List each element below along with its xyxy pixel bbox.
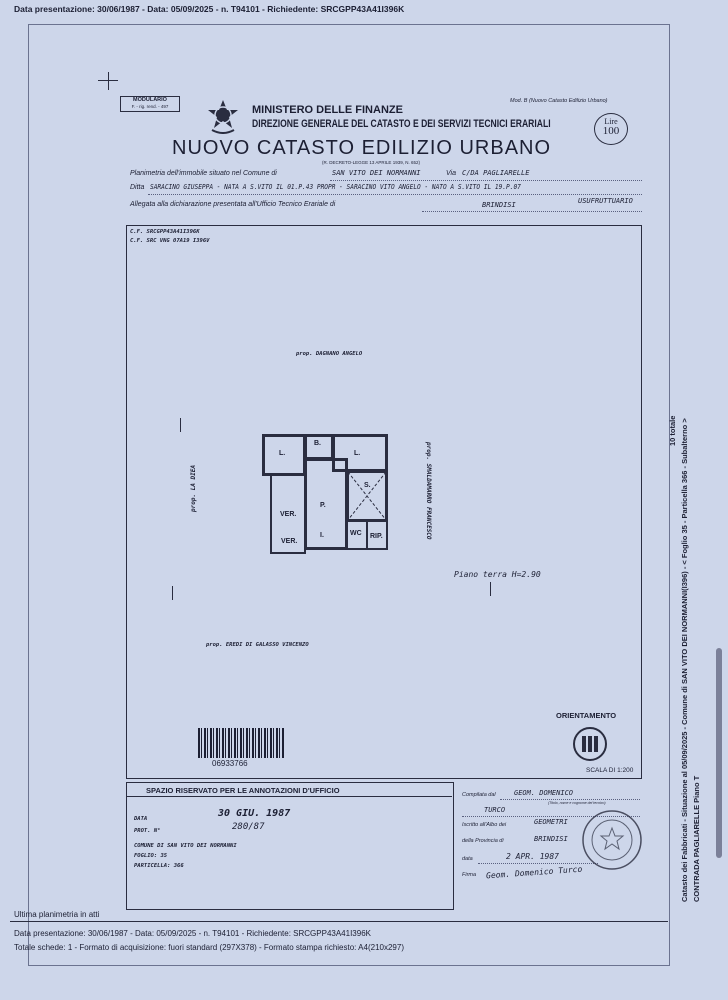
owner-north: prop. DAGNANO ANGELO — [296, 351, 363, 357]
compilata-line — [500, 799, 640, 800]
compilata-value: GEOM. DOMENICO — [514, 789, 574, 797]
office-title: SPAZIO RISERVATO PER LE ANNOTAZIONI D'UFFICIO — [146, 786, 340, 795]
side-subtotal: 10 totale — [668, 415, 677, 446]
cf-1: C.F. SRCGPP43A41I396K — [130, 229, 200, 235]
compilata-label: Compilata dal — [462, 792, 496, 798]
comune-line — [330, 180, 642, 181]
barcode-number: 06933766 — [212, 759, 248, 768]
compiler-data-label: data — [462, 856, 473, 862]
label-l2: L. — [354, 450, 361, 457]
office-divider — [126, 796, 452, 797]
direction-label: DIREZIONE GENERALE DEL CATASTO E DEI SERVIZI TECNICI ERARIALI — [252, 118, 551, 130]
label-b: B. — [314, 440, 321, 447]
office-data-value: 30 GIU. 1987 — [218, 808, 291, 819]
ufficio-value: BRINDISI — [482, 201, 516, 209]
scale-label: SCALA DI 1:200 — [586, 767, 634, 774]
ditta-line — [148, 194, 642, 195]
boundary-mark — [172, 586, 173, 600]
ufficio-line — [422, 211, 642, 212]
top-header: Data presentazione: 30/06/1987 - Data: 05/09/2025 - n. T94101 - Richiedente: SRCGPP43A41I396K — [14, 4, 405, 14]
floor-label: Piano terra H=2.90 — [454, 570, 541, 579]
owner-west: prop. LA DIEA — [190, 465, 197, 512]
label-ver2: VER. — [281, 538, 298, 545]
mod-ref: Mod. B (Nuovo Catasto Edilizio Urbano) — [510, 98, 608, 104]
ministry-label: MINISTERO DELLE FINANZE — [252, 104, 403, 116]
iscritto-label: Iscritto all'Albo dei — [462, 822, 507, 828]
ultima-label: Ultima planimetria in atti — [14, 910, 100, 919]
comune-value: SAN VITO DEI NORMANNI — [332, 169, 421, 177]
stamp-lire-label: Lire — [604, 117, 618, 126]
office-particella: PARTICELLA: 366 — [134, 863, 184, 869]
label-p: P. — [320, 502, 326, 509]
ditta-value: SARACINO GIUSEPPA - NATA A S.VITO IL 01.P.43 PROPR - SARACINO VITO ANGELO - NATO A S.VITO IL 19.P.07 — [150, 183, 521, 191]
stamp-lire-value: 100 — [602, 125, 620, 137]
compilata-surname: TURCO — [484, 806, 506, 814]
office-prot-label: PROT. N° — [134, 828, 161, 834]
office-comune: COMUNE DI SAN VITO DEI NORMANNI — [134, 843, 237, 849]
orientamento-label: ORIENTAMENTO — [556, 711, 617, 720]
allegata-label: Allegata alla dichiarazione presentata all'Ufficio Tecnico Erariale di — [130, 201, 336, 208]
office-data-label: DATA — [134, 816, 148, 822]
boundary-mark — [490, 582, 491, 596]
provincia-label: della Provincia di — [462, 838, 504, 844]
decree-label: (R. DECRETO-LEGGE 13 APRILE 1939, N. 652) — [322, 160, 420, 165]
boundary-mark — [180, 418, 181, 432]
compiler-data-value: 2 APR. 1987 — [506, 852, 559, 861]
stair-diagonal — [348, 472, 386, 520]
planimetria-label: Planimetria dell'immobile situato nel Comune di — [130, 170, 277, 177]
footer-line-2: Totale schede: 1 - Formato di acquisizione: fuori standard (297X378) - Formato stampa richiesto: A4(210x297) — [14, 943, 404, 952]
compilata-note: (Titolo, nome e cognome del tecnico) — [548, 801, 606, 805]
via-value: C/DA PAGLIARELLE — [462, 169, 530, 177]
office-foglio: FOGLIO: 35 — [134, 853, 168, 859]
modulario-label: MODULARIO — [133, 97, 167, 103]
ditta-label: Ditta — [130, 184, 145, 191]
label-ver1: VER. — [280, 511, 297, 518]
republic-emblem-icon — [206, 98, 240, 139]
side-text-2: CONTRADA PAGLIARELLE Piano T — [692, 775, 701, 902]
owner-south: prop. EREDI DI GALASSO VINCENZO — [206, 642, 309, 648]
iscritto-value: GEOMETRI — [534, 818, 568, 826]
document-title: NUOVO CATASTO EDILIZIO URBANO — [172, 137, 552, 159]
label-l1: L. — [279, 450, 286, 457]
label-i: I. — [320, 532, 324, 539]
firma-label: Firma — [462, 872, 477, 878]
signature: Geom. Domenico Turco — [485, 864, 583, 881]
provincia-value: BRINDISI — [534, 835, 568, 843]
via-label: Via — [446, 170, 456, 177]
crop-mark — [108, 72, 109, 90]
compass-icon — [572, 726, 608, 767]
footer-divider — [10, 921, 668, 922]
side-text: Catasto dei Fabbricati - Situazione al 05/09/2025 - Comune di SAN VITO DEI NORMANNI(I396) - < Foglio 35 - Particella 366 - Subalterno > — [680, 418, 689, 902]
footer-line-1: Data presentazione: 30/06/1987 - Data: 05/09/2025 - n. T94101 - Richiedente: SRCGPP43A41I396K — [14, 929, 371, 938]
label-s: S. — [364, 482, 371, 489]
label-wc: WC — [350, 530, 362, 537]
modulario-box — [120, 96, 180, 112]
room-b — [304, 434, 334, 460]
cf-2: C.F. SRC VNG 07A19 I396V — [130, 238, 210, 244]
stamp-lire — [594, 113, 628, 145]
owner-east: prop. SMALDAMARRO FRANCESCO — [425, 442, 432, 540]
office-prot-value: 280/87 — [232, 822, 265, 832]
room-p — [304, 458, 348, 550]
scrollbar-thumb[interactable] — [716, 648, 722, 858]
modulario-sub: F. - rig. rend. - 497 — [131, 104, 169, 109]
usufrutto-value: USUFRUTTUARIO — [578, 197, 633, 205]
label-rip: RIP. — [370, 533, 383, 540]
professional-seal-icon — [580, 808, 644, 877]
barcode — [198, 728, 284, 758]
